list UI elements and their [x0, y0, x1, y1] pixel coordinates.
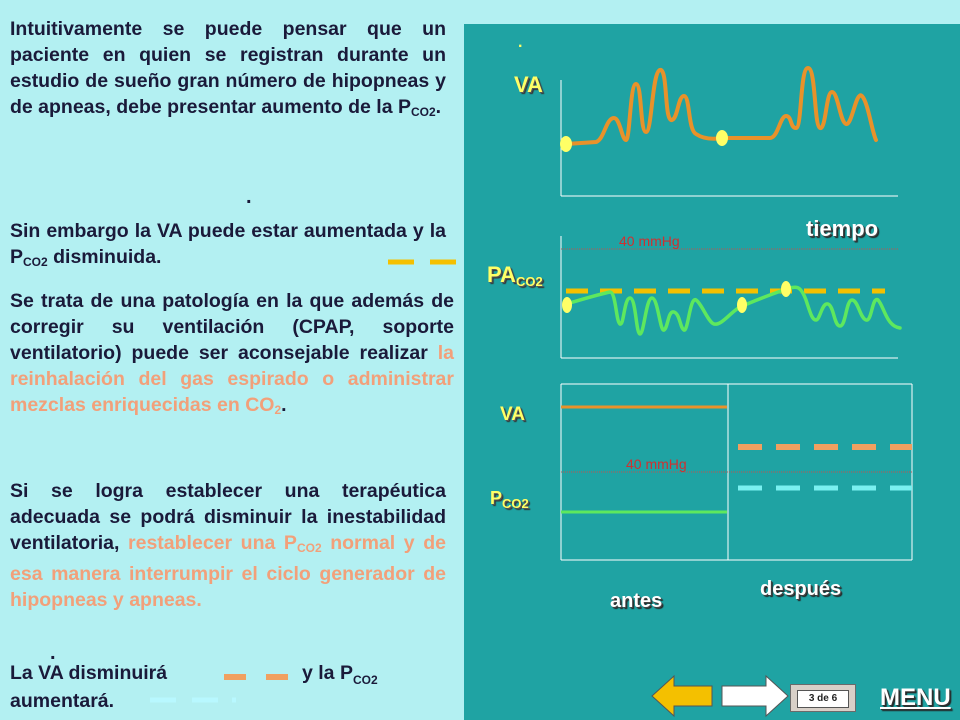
paragraph-intro-text: Intuitivamente se puede pensar que un paciente en quien se registran durante un estudio de sueño gran número de hipopneas y de apneas, debe presentar aumento de la P	[10, 18, 446, 118]
paragraph-intro-sub: CO2	[410, 105, 436, 119]
paco2-label-sub: CO2	[515, 274, 543, 289]
plot-paco2-axes	[561, 236, 898, 358]
despues-label: después	[760, 578, 842, 600]
next-arrow-button[interactable]	[722, 676, 788, 716]
paragraph-pathology-sub: 2	[274, 403, 282, 417]
va-label: VA	[514, 72, 543, 97]
paco2-label	[487, 262, 543, 289]
va-marker-2	[716, 130, 728, 146]
pco2-compare-label	[490, 488, 529, 511]
paragraph-however-text: Sin embargo la VA puede estar aumentada y la P	[10, 220, 446, 268]
pco2-label-sub: CO2	[502, 496, 529, 511]
plot-compare-frame	[561, 384, 912, 560]
pco2-label-main: P	[490, 488, 503, 508]
va-compare-label: VA	[500, 404, 525, 425]
paco2-curve	[566, 287, 900, 334]
paragraph-pathology-text: Se trata de una patología en la que además de corregir su ventilación (CPAP, soporte ventilatorio) puede ser aconsejable realizar	[10, 290, 454, 364]
paragraph-however-sub: CO2	[23, 255, 48, 269]
paragraph-pathology-end: .	[281, 394, 287, 416]
menu-button[interactable]	[860, 680, 958, 718]
conclusion-text-b: y la P	[302, 662, 353, 684]
mmhg-label-1: 40 mmHg	[619, 233, 680, 249]
page-indicator	[790, 684, 856, 712]
paragraph-pathology-highlight: la reinhalación del gas espirado o administrar mezclas enriquecidas en CO	[10, 342, 454, 416]
paco2-marker-1	[562, 297, 572, 313]
conclusion-sub: CO2	[352, 672, 378, 687]
antes-label: antes	[610, 590, 663, 612]
prev-arrow-button[interactable]	[652, 676, 712, 716]
paragraph-therapy-highlight-2: normal y de esa manera interrumpir el ciclo generador de hipopneas y apneas.	[10, 532, 446, 611]
menu-label: MENU	[880, 684, 951, 711]
va-marker-1	[560, 136, 572, 152]
paragraph-intro-end: .	[435, 96, 442, 118]
paragraph-therapy-highlight-1: restablecer una P	[128, 532, 297, 554]
paco2-marker-2	[737, 297, 747, 313]
dot-mark-1: .	[246, 186, 252, 208]
paragraph-therapy-text: Si se logra establecer una terapéutica adecuada se podrá disminuir la inestabilidad ventilatoria,	[10, 480, 446, 554]
top-dot: .	[518, 34, 523, 51]
conclusion-text-c: aumentará.	[10, 690, 115, 712]
mmhg-label-2: 40 mmHg	[626, 456, 687, 472]
paragraph-therapy-sub: CO2	[296, 541, 322, 555]
paco2-marker-3	[781, 281, 791, 297]
paragraph-however-end: disminuida.	[47, 246, 162, 268]
conclusion-text-a: La VA disminuirá	[10, 662, 168, 684]
paco2-label-main: PA	[487, 262, 516, 287]
page-indicator-text: 3 de 6	[797, 690, 849, 708]
dot-mark-2: .	[50, 642, 56, 664]
tiempo-label: tiempo	[806, 216, 879, 241]
